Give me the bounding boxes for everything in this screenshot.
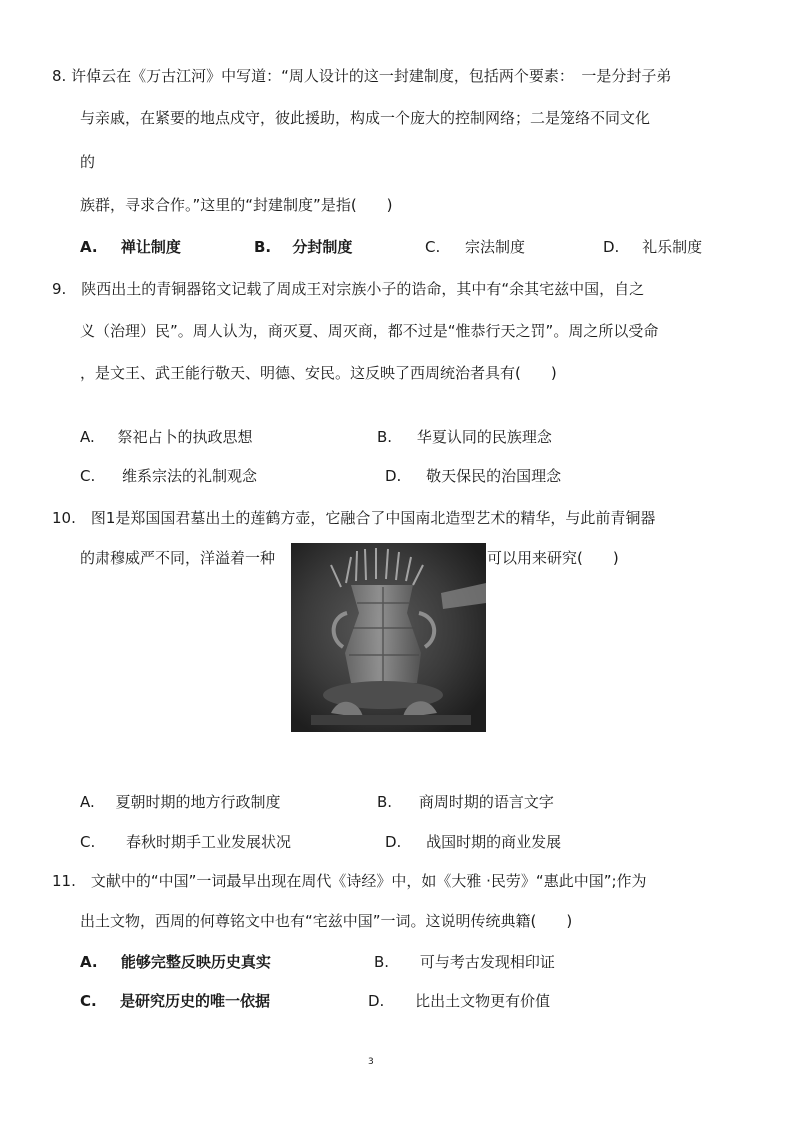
option-letter: A.	[80, 428, 95, 446]
option-text: 是研究历史的唯一依据	[119, 992, 270, 1010]
option-letter: C.	[80, 833, 96, 851]
option-letter: A.	[80, 953, 98, 971]
option-letter: B.	[377, 428, 393, 446]
q10-stem-line-1: 10. 图1是郑国国君墓出土的莲鹤方壶，它融合了中国南北造型艺术的精华，与此前青铜器	[52, 509, 656, 527]
option-text: 祭祀占卜的执政思想	[117, 428, 253, 446]
q11-option-c	[80, 991, 270, 1011]
q9-option-c	[80, 466, 257, 486]
option-text: 夏朝时期的地方行政制度	[115, 793, 281, 811]
option-letter: D.	[385, 833, 402, 851]
q10-option-b	[377, 792, 554, 812]
q10-option-a	[80, 792, 281, 812]
q10-option-c	[80, 832, 291, 852]
q10-stem-line-2a: 的肃穆威严不同，洋溢着一种	[80, 549, 276, 567]
option-text: 商周时期的语言文字	[418, 793, 554, 811]
option-text: 分封制度	[292, 238, 353, 256]
q9-stem-line-2: 义（治理）民”。周人认为，商灭夏、周灭商，都不过是“惟恭行天之罚”。周之所以受命	[80, 322, 659, 340]
page-number: 3	[368, 1057, 374, 1067]
option-text: 可与考古发现相印证	[419, 953, 555, 971]
option-text: 春秋时期手工业发展状况	[126, 833, 292, 851]
q9-stem-line-3: ，是文王、武王能行敬天、明德、安民。这反映了西周统治者具有( )	[80, 364, 557, 382]
lotus-crane-square-pot-photo	[291, 543, 486, 732]
q9-stem-line-1: 9. 陕西出土的青铜器铭文记载了周成王对宗族小子的诰命，其中有“余其宅兹中国，自之	[52, 280, 645, 298]
option-letter: A.	[80, 793, 95, 811]
q8-stem-line-2: 与亲戚，在紧要的地点戍守，彼此援助，构成一个庞大的控制网络；二是笼络不同文化	[80, 109, 651, 127]
q8-stem-line-4: 族群，寻求合作。”这里的“封建制度”是指( )	[80, 196, 393, 214]
option-letter: C.	[80, 467, 96, 485]
option-text: 宗法制度	[465, 238, 526, 256]
q8-option-d	[603, 237, 702, 257]
q9-option-d	[385, 466, 561, 486]
option-letter: C.	[80, 992, 97, 1010]
q8-option-a	[80, 237, 181, 257]
option-letter: D.	[603, 238, 620, 256]
q8-option-b	[254, 237, 352, 257]
option-letter: B.	[254, 238, 272, 256]
q11-option-a	[80, 952, 271, 972]
option-letter: A.	[80, 238, 98, 256]
q8-stem-line-3: 的	[80, 153, 96, 171]
option-letter: B.	[377, 793, 393, 811]
q11-stem-line-1: 11. 文献中的“中国”一词最早出现在周代《诗经》中，如《大雅 ·民劳》“惠此中国”;作为	[52, 872, 647, 890]
option-letter: C.	[425, 238, 441, 256]
option-text: 敬天保民的治国理念	[426, 467, 562, 485]
q10-stem-line-2b: 可以用来研究( )	[487, 549, 619, 567]
option-text: 战国时期的商业发展	[426, 833, 562, 851]
option-text: 能够完整反映历史真实	[120, 953, 271, 971]
q9-option-b	[377, 427, 552, 447]
bronze-vessel-image	[291, 543, 486, 732]
q8-option-c	[425, 237, 525, 257]
option-text: 禅让制度	[120, 238, 181, 256]
option-letter: D.	[368, 992, 385, 1010]
q10-option-d	[385, 832, 561, 852]
option-letter: D.	[385, 467, 402, 485]
q11-option-d	[368, 991, 550, 1011]
option-text: 礼乐制度	[642, 238, 703, 256]
q8-stem-line-1: 8. 许倬云在《万古江河》中写道：“周人设计的这一封建制度，包括两个要素： 一是分封子弟	[52, 67, 672, 85]
q9-option-a	[80, 427, 253, 447]
q11-option-b	[374, 952, 555, 972]
option-text: 华夏认同的民族理念	[416, 428, 552, 446]
q11-stem-line-2: 出土文物，西周的何尊铭文中也有“宅兹中国”一词。这说明传统典籍( )	[80, 912, 573, 930]
option-letter: B.	[374, 953, 390, 971]
option-text: 维系宗法的礼制观念	[122, 467, 258, 485]
option-text: 比出土文物更有价值	[415, 992, 551, 1010]
